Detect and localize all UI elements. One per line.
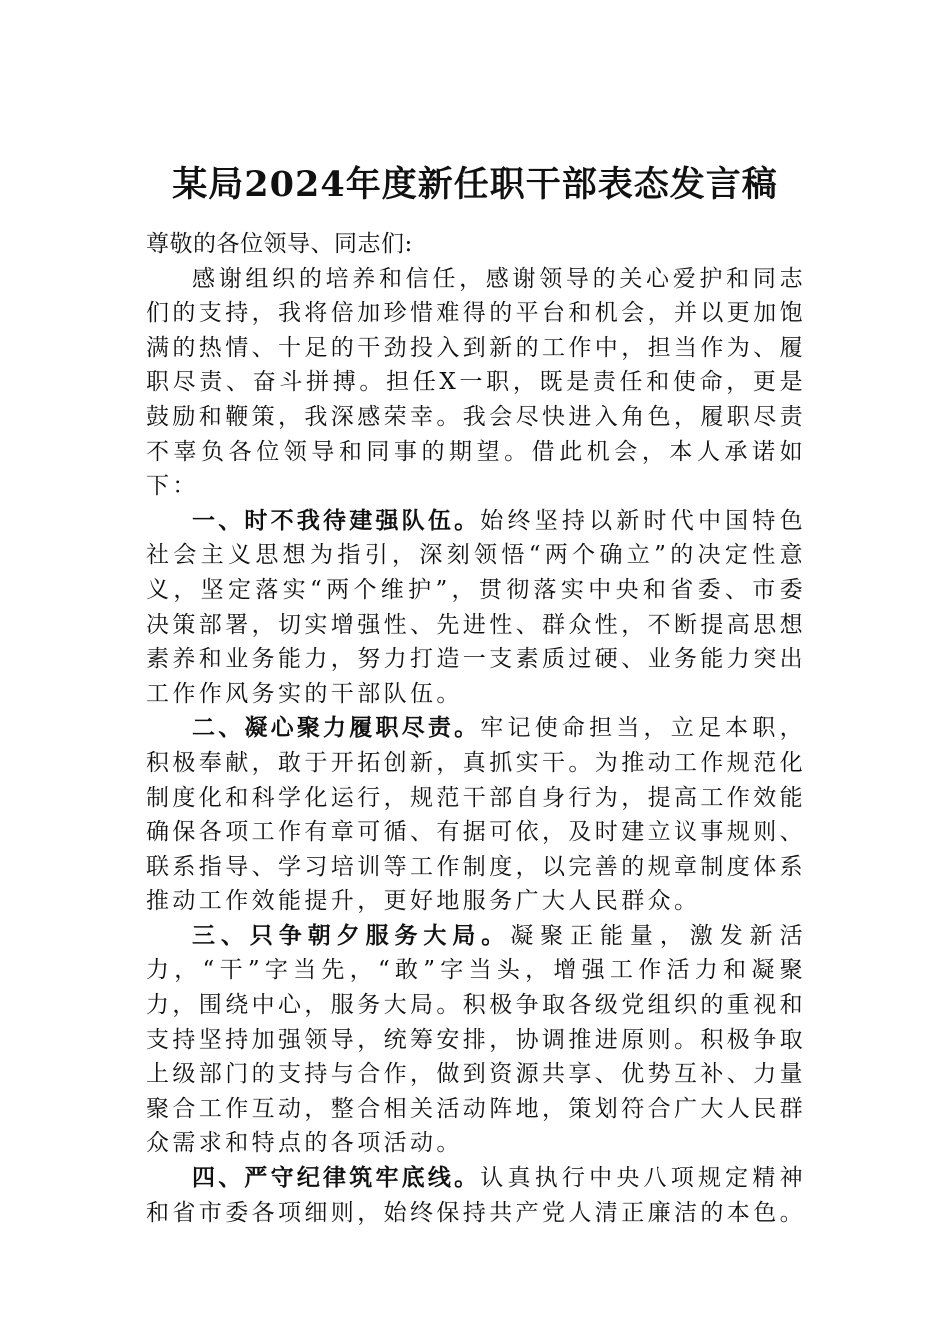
section-paragraph-3 [146,919,806,1161]
section-heading-3: 三、只争朝夕服务大局。 [192,922,511,949]
section-text-4: 认真执行中央八项规定精神和省市委各项细则，始终保持共产党人清正廉洁的本色。 [146,1165,806,1226]
section-text-1: 始终坚持以新时代中国特色社会主义思想为指引，深刻领悟“两个确立”的决定性意义，坚定落实“两个维护”，贯彻落实中央和省委、市委决策部署，切实增强性、先进性、群众性，不断提高思想素养和业务能力，努力打造一支素质过硬、业务能力突出工作作风务实的干部队伍。 [146,507,806,707]
document-body [146,227,806,1230]
salutation: 尊敬的各位领导、同志们: [146,231,413,257]
section-text-2: 牢记使命担当，立足本职，积极奉献，敢于开拓创新，真抓实干。为推动工作规范化制度化和科学化运行，规范干部自身行为，提高工作效能确保各项工作有章可循、有据可依，及时建立议事规则、联系指导、学习培训等工作制度，以完善的规章制度体系推动工作效能提升，更好地服务广大人民群众。 [146,715,806,915]
section-paragraph-2 [146,711,806,919]
section-paragraph-4 [146,1161,806,1230]
section-heading-4: 四、严守纪律筑牢底线。 [192,1165,481,1192]
section-text-3: 凝聚正能量，激发新活力，“干”字当先，“敢”字当头，增强工作活力和凝聚力，围绕中心，服务大局。积极争取各级党组织的重视和支持坚持加强领导，统筹安排，协调推进原则。积极争取上级部门的支持与合作，做到资源共享、优势互补、力量聚合工作互动，整合相关活动阵地，策划符合广大人民群众需求和特点的各项活动。 [146,922,807,1157]
section-heading-2: 二、凝心聚力履职尽责。 [192,715,481,742]
document-title: 某局2024年度新任职干部表态发言稿 [172,164,778,205]
section-heading-1: 一、时不我待建强队伍。 [192,507,481,534]
section-paragraph-1 [146,504,806,712]
intro-paragraph: 感谢组织的培养和信任，感谢领导的关心爱护和同志们的支持，我将倍加珍惜难得的平台和机会，并以更加饱满的热情、十足的干劲投入到新的工作中，担当作为、履职尽责、奋斗拼搏。担任X一职，既是责任和使命，更是鼓励和鞭策，我深感荣幸。我会尽快进入角色，履职尽责不辜负各位领导和同事的期望。借此机会，本人承诺如下： [146,265,806,500]
